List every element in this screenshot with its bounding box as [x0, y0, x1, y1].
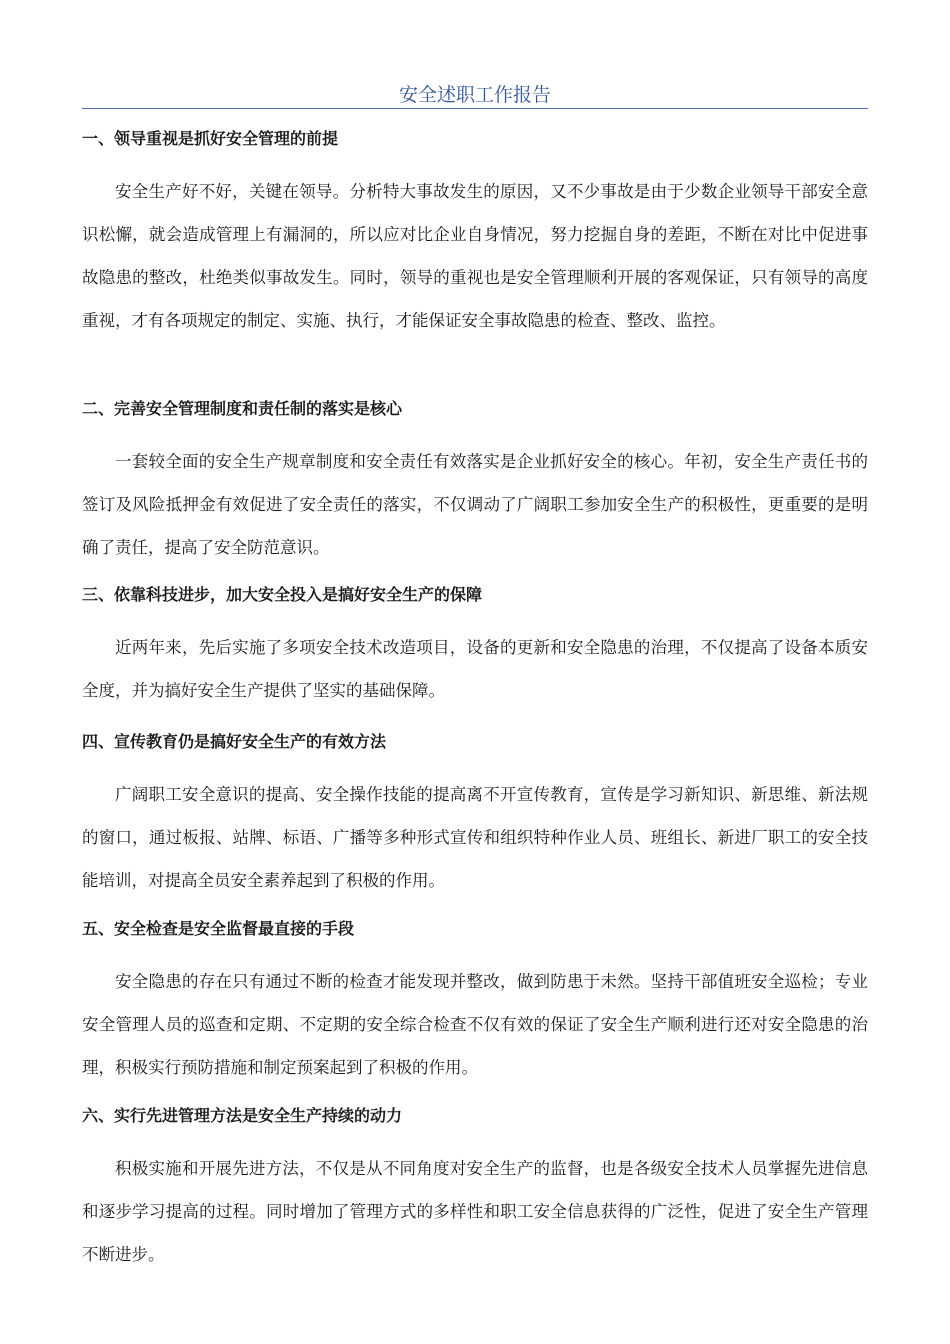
section-heading: 五、安全检查是安全监督最直接的手段	[82, 919, 355, 938]
section-paragraph: 安全隐患的存在只有通过不断的检查才能发现并整改，做到防患于未然。坚持干部值班安全巡检；专业安全管理人员的巡查和定期、不定期的安全综合检查不仅有效的保证了安全生产顺利进行还对安全隐患的治理，积极实行预防措施和制定预案起到了积极的作用。	[82, 972, 868, 1077]
section-heading: 二、完善安全管理制度和责任制的落实是核心	[82, 399, 403, 418]
section-2	[82, 397, 868, 569]
title-underline	[82, 108, 868, 109]
section-6	[82, 1104, 868, 1276]
section-paragraph: 一套较全面的安全生产规章制度和安全责任有效落实是企业抓好安全的核心。年初，安全生产责任书的签订及风险抵押金有效促进了安全责任的落实，不仅调动了广阔职工参加安全生产的积极性，更重要的是明确了责任，提高了安全防范意识。	[82, 452, 868, 557]
section-heading: 六、实行先进管理方法是安全生产持续的动力	[82, 1106, 403, 1125]
section-heading: 四、宣传教育仍是搞好安全生产的有效方法	[82, 732, 387, 751]
section-1	[82, 127, 868, 342]
section-4	[82, 730, 868, 902]
section-paragraph: 安全生产好不好，关键在领导。分析特大事故发生的原因，又不少事故是由于少数企业领导干部安全意识松懈，就会造成管理上有漏洞的，所以应对比企业自身情况，努力挖掘自身的差距，不断在对比中促进事故隐患的整改，杜绝类似事故发生。同时，领导的重视也是安全管理顺利开展的客观保证，只有领导的高度重视，才有各项规定的制定、实施、执行，才能保证安全事故隐患的检查、整改、监控。	[82, 182, 868, 330]
section-paragraph: 广阔职工安全意识的提高、安全操作技能的提高离不开宣传教育，宣传是学习新知识、新思维、新法规的窗口，通过板报、站牌、标语、广播等多种形式宣传和组织特种作业人员、班组长、新进厂职工的安全技能培训，对提高全员安全素养起到了积极的作用。	[82, 785, 868, 890]
section-heading: 三、依靠科技进步，加大安全投入是搞好安全生产的保障	[82, 585, 483, 604]
section-paragraph: 近两年来，先后实施了多项安全技术改造项目，设备的更新和安全隐患的治理，不仅提高了设备本质安全度，并为搞好安全生产提供了坚实的基础保障。	[82, 638, 868, 700]
section-5	[82, 917, 868, 1089]
document-title: 安全述职工作报告	[398, 84, 551, 106]
section-heading: 一、领导重视是抓好安全管理的前提	[82, 129, 339, 148]
section-3	[82, 583, 868, 712]
section-paragraph: 积极实施和开展先进方法，不仅是从不同角度对安全生产的监督，也是各级安全技术人员掌握先进信息和逐步学习提高的过程。同时增加了管理方式的多样性和职工安全信息获得的广泛性，促进了安全生产管理不断进步。	[82, 1159, 868, 1264]
